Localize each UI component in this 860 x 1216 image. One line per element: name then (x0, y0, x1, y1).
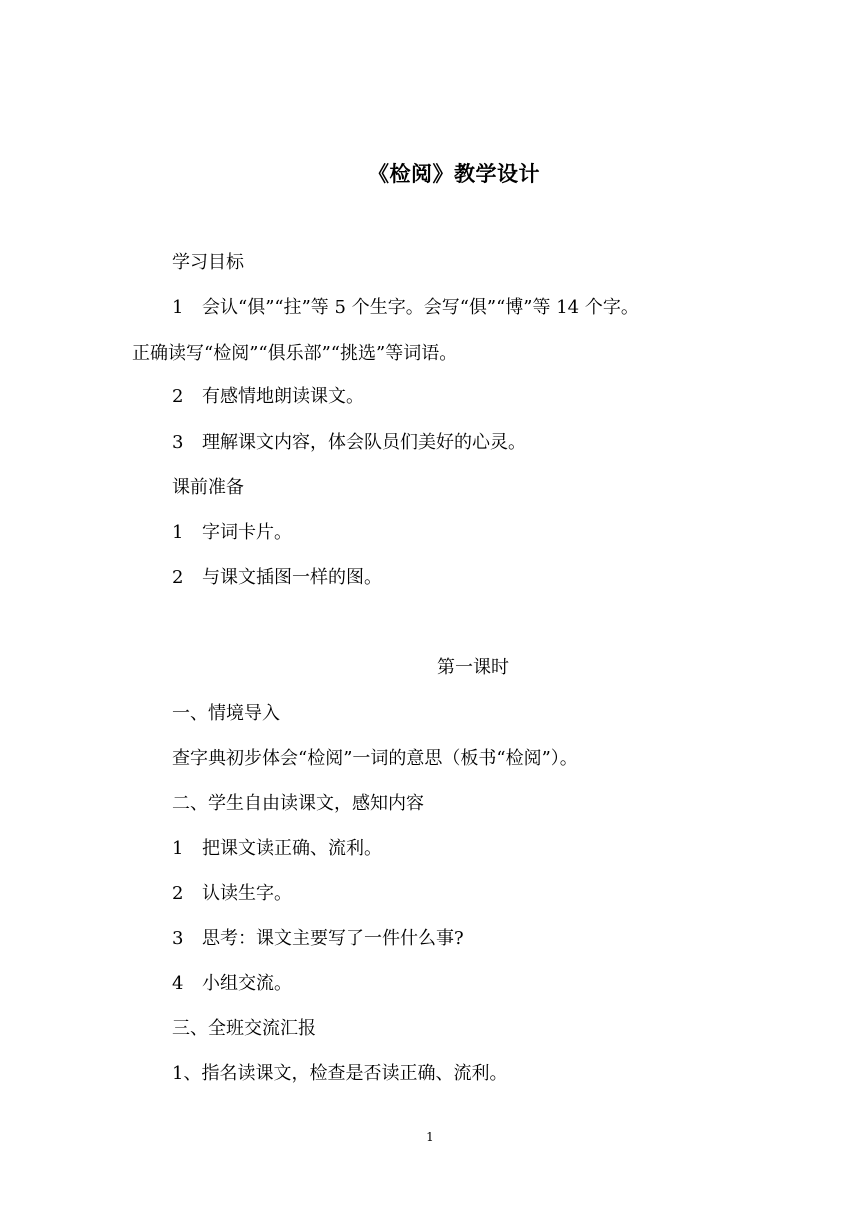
step-text: 小组交流。 (202, 973, 292, 994)
section1-heading: 一、情境导入 (172, 703, 280, 724)
document-title: 《检阅》教学设计 (368, 162, 540, 186)
objective-number: 1 (172, 297, 184, 318)
page-number: 1 (426, 1130, 434, 1144)
section2-item-2 (172, 882, 292, 906)
objective-number: 2 (172, 386, 184, 407)
step-text: 把课文读正确、流利。 (202, 838, 382, 859)
step-text: 思考：课文主要写了一件什么事? (202, 928, 464, 949)
prep-text: 字词卡片。 (202, 522, 292, 543)
objectives-heading: 学习目标 (172, 252, 244, 273)
prep-item-1 (172, 521, 292, 545)
step-number: 3 (172, 928, 184, 949)
prep-number: 2 (172, 567, 184, 588)
section2-heading: 二、学生自由读课文，感知内容 (172, 793, 424, 814)
step-number: 2 (172, 883, 184, 904)
section1-text: 查字典初步体会“检阅”一词的意思（板书“检阅”）。 (172, 748, 578, 769)
step-number: 1 (172, 838, 184, 859)
prep-heading: 课前准备 (172, 477, 244, 498)
objective-item-1 (172, 296, 639, 320)
prep-text: 与课文插图一样的图。 (202, 567, 382, 588)
step-text: 认读生字。 (202, 883, 292, 904)
section3-item-1: 1、指名读课文，检查是否读正确、流利。 (172, 1063, 508, 1084)
objective-item-2 (172, 385, 364, 409)
lesson-heading: 第一课时 (437, 657, 509, 678)
objective-number: 3 (172, 432, 184, 453)
prep-number: 1 (172, 522, 184, 543)
section2-item-3 (172, 927, 464, 951)
objective-text: 理解课文内容，体会队员们美好的心灵。 (202, 432, 526, 453)
step-number: 4 (172, 973, 184, 994)
objective-text: 会认“俱”“拄”等 5 个生字。会写“俱”“博”等 14 个字。 (202, 297, 639, 318)
section2-item-4 (172, 972, 292, 996)
objective-1-continuation: 正确读写“检阅”“俱乐部”“挑选”等词语。 (132, 343, 458, 364)
section3-heading: 三、全班交流汇报 (172, 1018, 316, 1039)
objective-text: 有感情地朗读课文。 (202, 386, 364, 407)
section2-item-1 (172, 837, 382, 861)
prep-item-2 (172, 566, 382, 590)
objective-item-3 (172, 431, 526, 455)
